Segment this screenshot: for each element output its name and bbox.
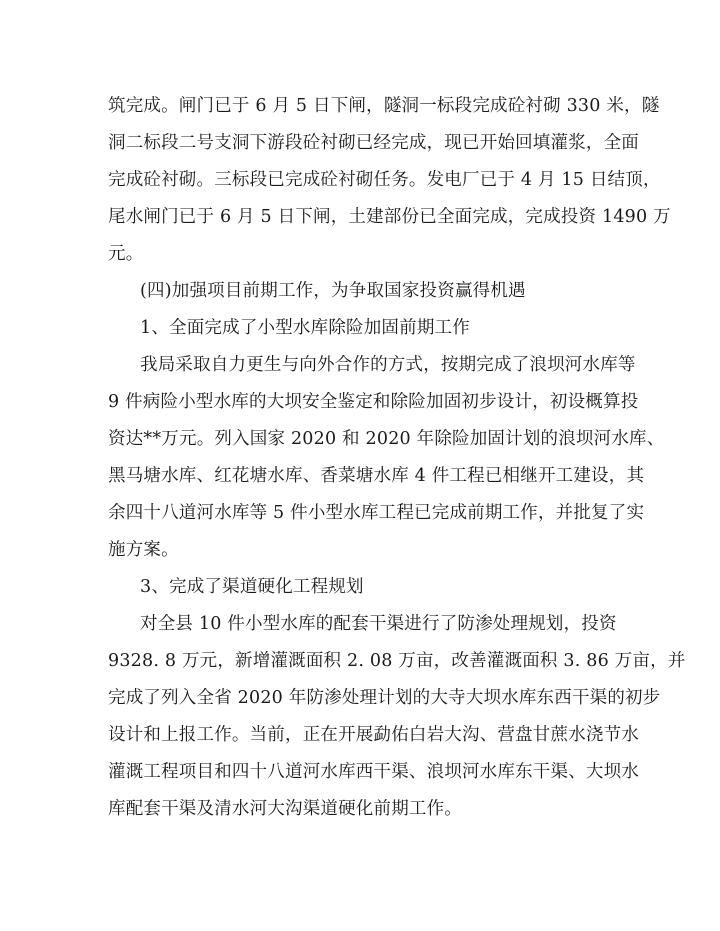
subsection-heading: 1、全面完成了小型水库除险加固前期工作 <box>140 318 470 338</box>
paragraph-line: 我局采取自力更生与向外合作的方式，按期完成了浪坝河水库等 <box>140 355 636 375</box>
paragraph-line: 洞二标段二号支洞下游段砼衬砌已经完成，现已开始回填灌浆，全面 <box>108 133 639 153</box>
paragraph-line: 灌溉工程项目和四十八道河水库西干渠、浪坝河水库东干渠、大坝水 <box>108 762 639 782</box>
paragraph-line: 筑完成。闸门已于 6 月 5 日下闸，隧洞一标段完成砼衬砌 330 米，隧 <box>108 96 660 116</box>
paragraph-line: 余四十八道河水库等 5 件小型水库工程已完成前期工作，并批复了实 <box>108 503 645 523</box>
paragraph-line: 资达**万元。列入国家 2020 和 2020 年除险加固计划的浪坝河水库、 <box>108 429 665 449</box>
paragraph-line: 施方案。 <box>108 540 179 560</box>
paragraph-line: 9328. 8 万元，新增灌溉面积 2. 08 万亩，改善灌溉面积 3. 86 万亩，并 <box>108 651 686 671</box>
paragraph-line: 元。 <box>108 244 144 264</box>
paragraph-line: 设计和上报工作。当前，正在开展勐佑白岩大沟、营盘甘蔗水浇节水 <box>108 725 639 745</box>
paragraph-line: 9 件病险小型水库的大坝安全鉴定和除险加固初步设计，初设概算投 <box>108 392 639 412</box>
paragraph-line: 完成了列入全省 2020 年防渗处理计划的大寺大坝水库东西干渠的初步 <box>108 688 661 708</box>
paragraph-line: 尾水闸门已于 6 月 5 日下闸，土建部份已全面完成，完成投资 1490 万 <box>108 207 671 227</box>
paragraph-line: 完成砼衬砌。三标段已完成砼衬砌任务。发电厂已于 4 月 15 日结顶， <box>108 170 661 190</box>
paragraph-line: 黑马塘水库、红花塘水库、香菜塘水库 4 件工程已相继开工建设，其 <box>108 466 645 486</box>
paragraph-line: 对全县 10 件小型水库的配套干渠进行了防渗处理规划，投资 <box>140 614 617 634</box>
paragraph-line: 库配套干渠及清水河大沟渠道硬化前期工作。 <box>108 799 462 819</box>
section-heading: (四)加强项目前期工作，为争取国家投资赢得机遇 <box>140 281 526 301</box>
subsection-heading: 3、完成了渠道硬化工程规划 <box>140 577 364 597</box>
